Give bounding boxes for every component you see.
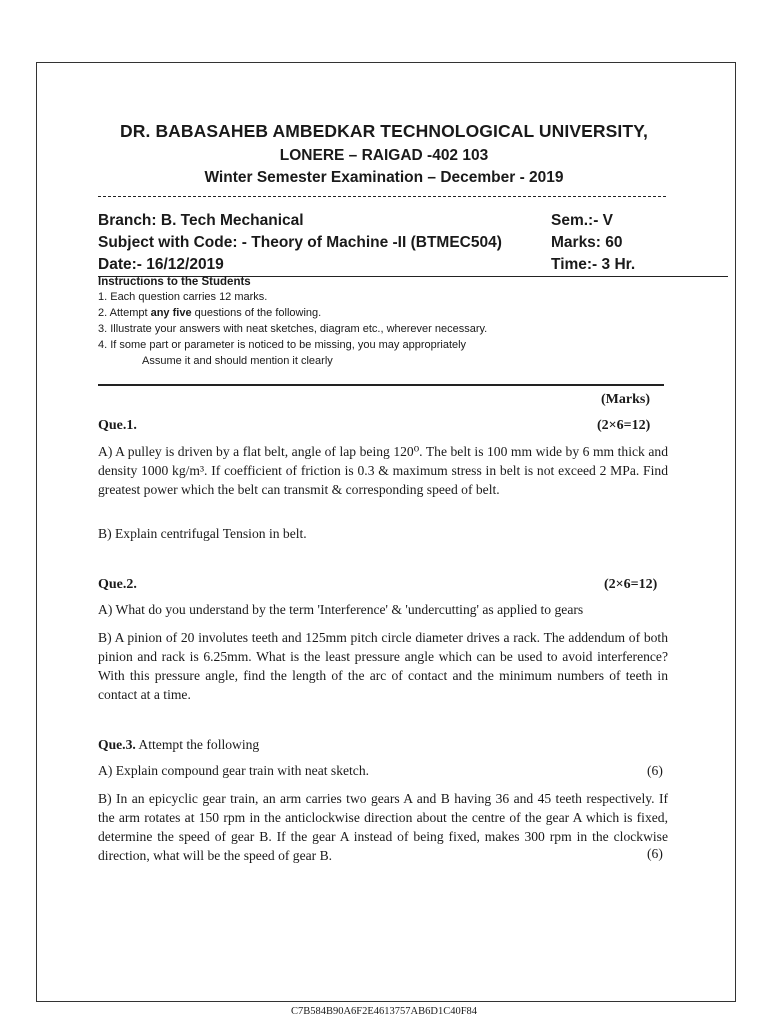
question-3-part-a: A) Explain compound gear train with neat sketch.: [98, 763, 370, 778]
question-3-title: [98, 737, 259, 753]
question-2-part-b: B) A pinion of 20 involutes teeth and 125mm pitch circle diameter drives a rack. The addendum of both pinion and rack is 6.25mm. What is the least pressure angle which can be used to avoid interference? With this pressure angle, find the length of the arc of contact and the minimum numbers of teeth in contact at a time.: [98, 630, 668, 702]
question-3-instruction: Attempt the following: [135, 737, 260, 752]
question-1-marks: (2×6=12): [597, 418, 651, 433]
marks-heading: (Marks): [601, 392, 650, 407]
instruction-text: 2. Attempt: [98, 307, 151, 319]
question-3-label: Que.3.: [98, 737, 136, 752]
section-divider: [98, 384, 664, 386]
branch: Branch: B. Tech Mechanical: [98, 212, 304, 229]
instruction-text: questions of the following.: [191, 307, 322, 319]
total-marks: Marks: 60: [551, 234, 623, 251]
instructions-heading: Instructions to the Students: [98, 276, 251, 288]
semester: Sem.:- V: [551, 212, 614, 229]
exam-title: Winter Semester Examination – December - 2019: [204, 169, 564, 186]
question-3-part-b: B) In an epicyclic gear train, an arm carries two gears A and B having 36 and 45 teeth respectively. If the arm rotates at 150 rpm in the anticlockwise direction about the centre of the gear A which is fixed, determine the speed of gear B. If the gear A instead of being fixed, makes 300 rpm in the clockwise direction, what will be the speed of gear B.: [98, 791, 668, 863]
instruction-item: 3. Illustrate your answers with neat sketches, diagram etc., wherever necessary.: [98, 323, 488, 335]
instruction-item: [98, 307, 321, 319]
question-3-part-b-marks: (6): [647, 846, 663, 861]
instruction-emphasis: any five: [150, 307, 192, 319]
instruction-item: 1. Each question carries 12 marks.: [98, 291, 268, 303]
question-1-title: Que.1.: [98, 418, 137, 433]
question-1-part-b: B) Explain centrifugal Tension in belt.: [98, 526, 307, 541]
dashed-divider: [98, 196, 666, 197]
exam-time: Time:- 3 Hr.: [551, 256, 636, 273]
question-2-marks: (2×6=12): [604, 577, 658, 592]
instruction-item: Assume it and should mention it clearly: [142, 355, 333, 367]
university-name: DR. BABASAHEB AMBEDKAR TECHNOLOGICAL UNIVERSITY,: [120, 121, 648, 141]
university-address: LONERE – RAIGAD -402 103: [279, 147, 489, 164]
question-2-title: Que.2.: [98, 577, 137, 592]
question-1-part-a: A) A pulley is driven by a flat belt, angle of lap being 120⁰. The belt is 100 mm wide by 6 mm thick and density 1000 kg/m³. If coefficient of friction is 0.3 & maximum stress in belt is not exceed 2 MPa. Find greatest power which the belt can transmit & corresponding speed of belt.: [98, 444, 668, 497]
question-2-part-a: A) What do you understand by the term 'Interference' & 'undercutting' as applied to gears: [98, 602, 584, 617]
instruction-item: 4. If some part or parameter is noticed to be missing, you may appropriately: [98, 339, 467, 351]
footer-code: C7B584B90A6F2E4613757AB6D1C40F84: [290, 1006, 478, 1017]
exam-date: Date:- 16/12/2019: [98, 256, 224, 273]
subject: Subject with Code: - Theory of Machine -II (BTMEC504): [98, 234, 502, 251]
question-3-part-a-marks: (6): [647, 763, 663, 778]
